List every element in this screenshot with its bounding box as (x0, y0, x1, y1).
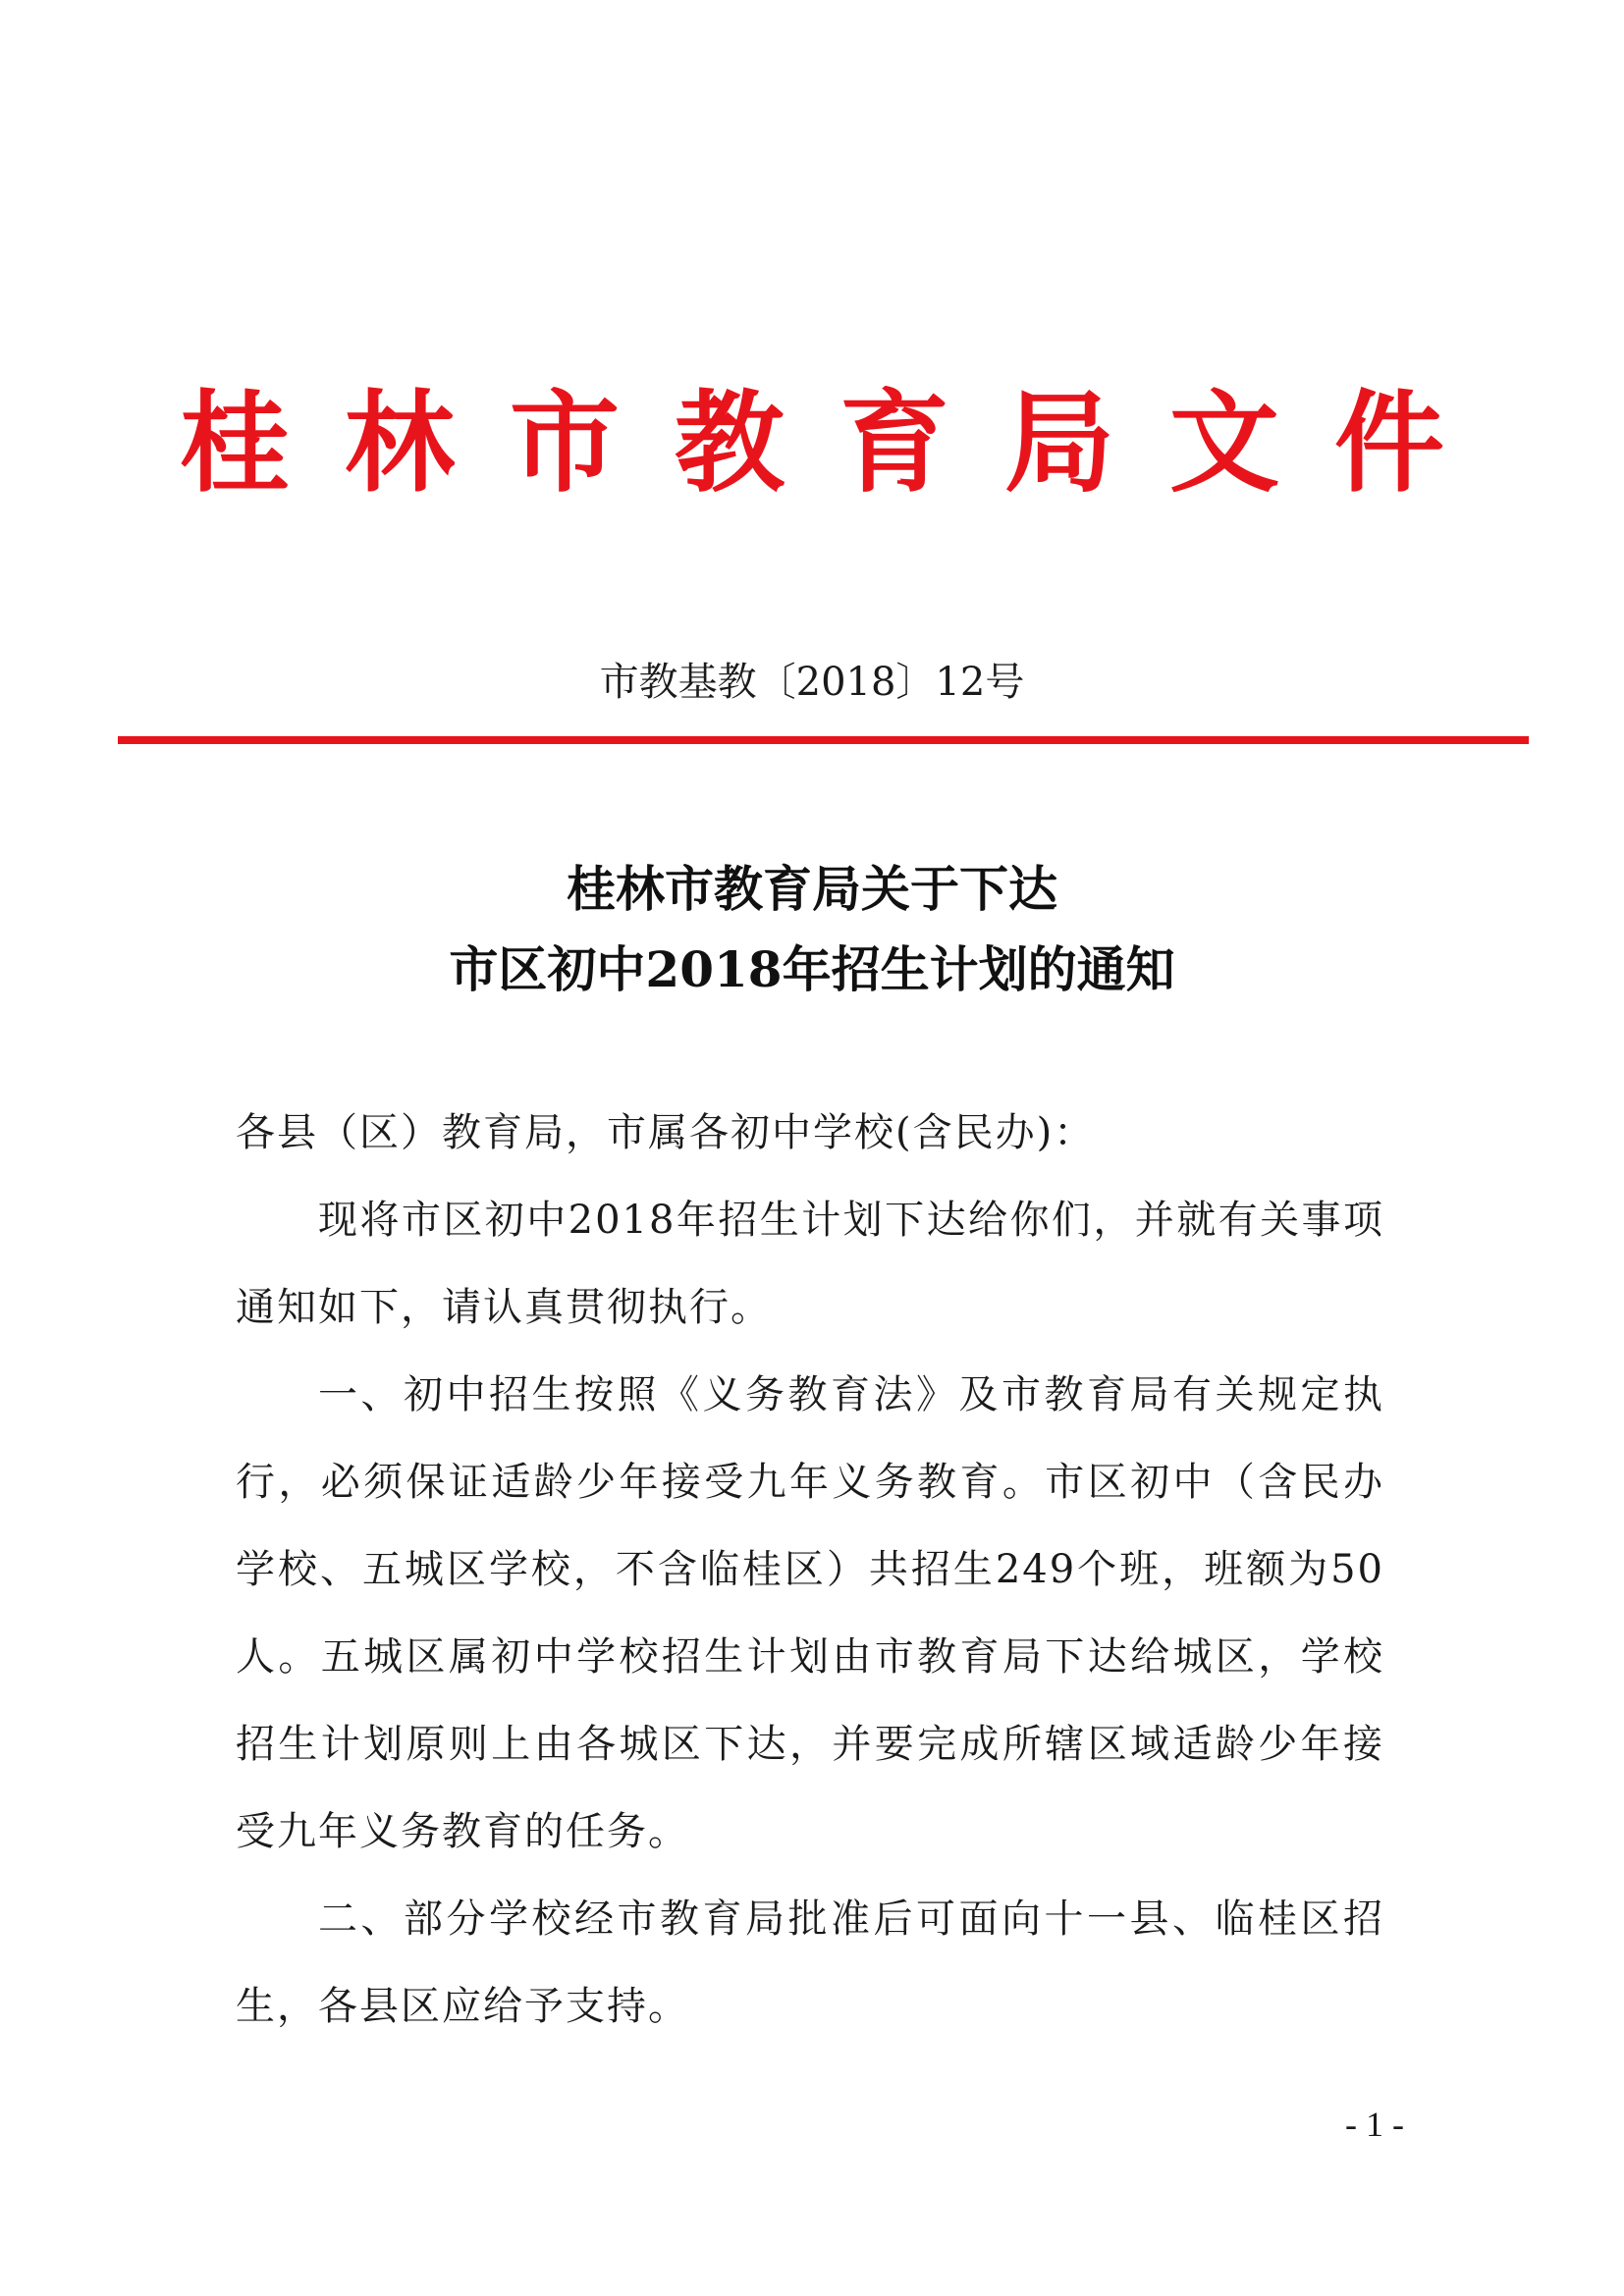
notice-title (0, 849, 1624, 1010)
red-separator-rule (118, 736, 1529, 744)
notice-title-line-2: 市区初中2018年招生计划的通知 (449, 940, 1175, 998)
masthead-title: 桂林市教育局文件 (180, 379, 1499, 507)
paragraph-item-2: 二、部分学校经市教育局批准后可面向十一县、临桂区招生，各县区应给予支持。 (236, 1896, 1384, 2029)
paragraph-intro: 现将市区初中2018年招生计划下达给你们，并就有关事项通知如下，请认真贯彻执行。 (236, 1198, 1384, 1330)
page-number: - 1 - (1345, 2105, 1404, 2144)
salutation: 各县（区）教育局，市属各初中学校(含民办)： (236, 1110, 1096, 1155)
paragraph-item-1: 一、初中招生按照《义务教育法》及市教育局有关规定执行，必须保证适龄少年接受九年义务教育。市区初中（含民办学校、五城区学校，不含临桂区）共招生249个班，班额为50人。五城区属初中学校招生计划由市教育局下达给城区，学校招生计划原则上由各城区下达，并要完成所辖区域适龄少年接受九年义务教育的任务。 (236, 1372, 1384, 1854)
notice-title-line-1: 桂林市教育局关于下达 (567, 860, 1057, 918)
notice-body (236, 1090, 1384, 2051)
document-number: 市教基教〔2018〕12号 (599, 660, 1025, 705)
